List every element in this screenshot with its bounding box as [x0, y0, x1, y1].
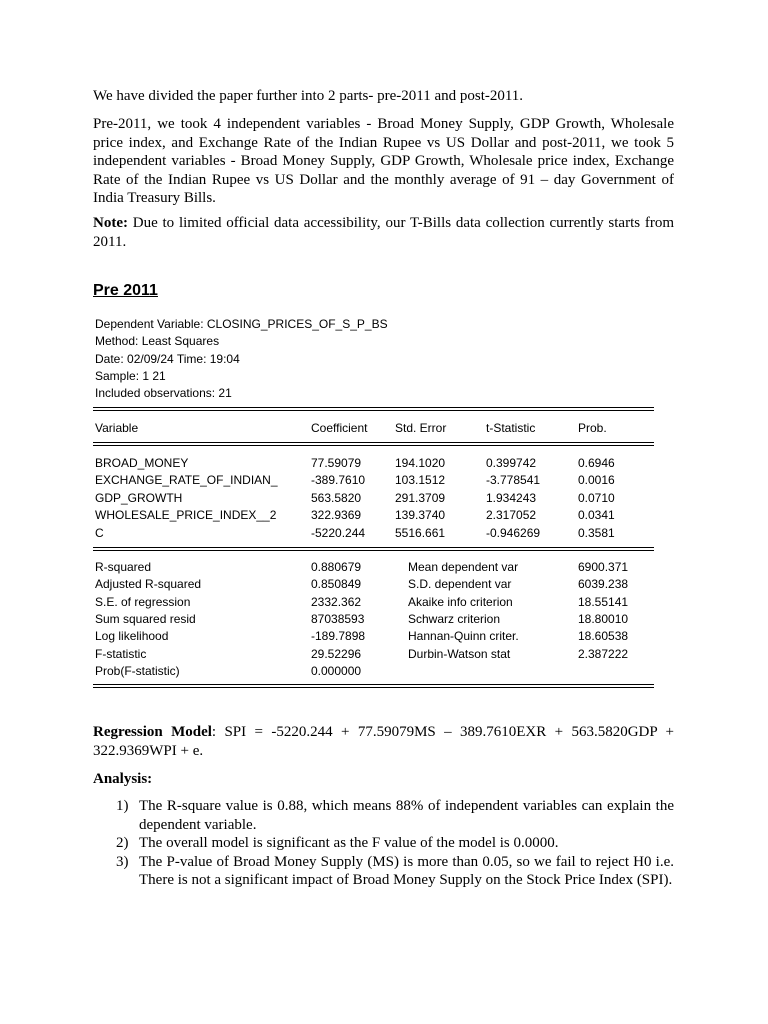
table-row: [93, 525, 654, 542]
table-rule-header-2: [93, 445, 654, 446]
stat-label: Durbin-Watson stat: [408, 647, 511, 661]
column-header: t-Statistic: [486, 421, 536, 435]
stat-label: Hannan-Quinn criter.: [408, 629, 519, 643]
note-text: Due to limited official data accessibility, our T-Bills data collection currently starts from 2011.: [93, 215, 674, 250]
variable-cell: EXCHANGE_RATE_OF_INDIAN_: [95, 473, 278, 487]
column-header: Variable: [95, 421, 139, 435]
stat-label: Schwarz criterion: [408, 612, 501, 626]
stats-row: [93, 663, 654, 680]
stat-label: Sum squared resid: [95, 612, 196, 626]
table-rule-top: [93, 407, 654, 408]
stat-value: 87038593: [311, 612, 365, 626]
t-statistic-cell: 2.317052: [486, 508, 537, 522]
list-number: 3): [116, 853, 129, 870]
stat-value: 0.880679: [311, 560, 362, 574]
stats-row: [93, 594, 654, 611]
prob-cell: 0.6946: [578, 456, 615, 470]
coefficient-cell: 563.5820: [311, 491, 362, 505]
std-error-cell: 139.3740: [395, 508, 446, 522]
analysis-title-paragraph: [93, 770, 674, 789]
t-statistic-cell: 1.934243: [486, 491, 537, 505]
std-error-cell: 5516.661: [395, 526, 446, 540]
dependent-variable-line: Dependent Variable: CLOSING_PRICES_OF_S_P_BS: [95, 317, 388, 331]
stat-value: 6039.238: [578, 577, 629, 591]
variable-cell: BROAD_MONEY: [95, 456, 189, 470]
stat-value: 18.60538: [578, 629, 629, 643]
list-item-text: The overall model is significant as the F value of the model is 0.0000.: [139, 835, 559, 851]
table-rule-middle-2: [93, 550, 654, 551]
variable-cell: C: [95, 526, 104, 540]
t-statistic-cell: -0.946269: [486, 526, 541, 540]
list-item-text: The R-square value is 0.88, which means 88% of independent variables can explain the dependent variable.: [139, 798, 674, 833]
table-row: [93, 507, 654, 524]
analysis-list-item: [93, 834, 674, 853]
sample-line: Sample: 1 21: [95, 369, 166, 383]
note-label: Note:: [93, 215, 128, 231]
stats-row: [93, 646, 654, 663]
t-statistic-cell: 0.399742: [486, 456, 537, 470]
table-rule-middle: [93, 547, 654, 548]
stat-value: 0.000000: [311, 664, 362, 678]
analysis-list: [93, 797, 674, 890]
table-rule-bottom-2: [93, 687, 654, 688]
stat-value: 18.55141: [578, 595, 629, 609]
stat-label: R-squared: [95, 560, 152, 574]
stats-row: [93, 576, 654, 593]
std-error-cell: 291.3709: [395, 491, 446, 505]
table-row: [93, 490, 654, 507]
std-error-cell: 194.1020: [395, 456, 446, 470]
stat-value: 29.52296: [311, 647, 362, 661]
prob-cell: 0.3581: [578, 526, 615, 540]
stat-value: 0.850849: [311, 577, 362, 591]
list-item-text: The P-value of Broad Money Supply (MS) is more than 0.05, so we fail to reject H0 i.e. There is not a significant impact of Broad Money Supply on the Stock Price Index (SPI).: [139, 853, 674, 888]
table-row: [93, 472, 654, 489]
stat-label: Akaike info criterion: [408, 595, 513, 609]
stat-label: S.D. dependent var: [408, 577, 512, 591]
column-header: Prob.: [578, 421, 607, 435]
stat-value: 2.387222: [578, 647, 629, 661]
table-rule-header: [93, 442, 654, 443]
stats-row: [93, 628, 654, 645]
stat-label: Adjusted R-squared: [95, 577, 202, 591]
section-title: Pre 2011: [93, 282, 158, 299]
method-line: Method: Least Squares: [95, 334, 220, 348]
table-header-row: [93, 420, 654, 437]
stat-label: Prob(F-statistic): [95, 664, 180, 678]
stat-label: F-statistic: [95, 647, 147, 661]
regression-model-equation: SPI = -5220.244 + 77.59079MS – 389.7610EXR + 563.5820GDP + 322.9369WPI + e.: [93, 724, 674, 759]
regression-model-label: Regression Model: [93, 724, 212, 740]
table-rule-top-2: [93, 410, 654, 411]
regression-model-paragraph: [93, 723, 674, 760]
variable-cell: WHOLESALE_PRICE_INDEX__2: [95, 508, 277, 522]
coefficient-cell: -389.7610: [311, 473, 366, 487]
stat-value: -189.7898: [311, 629, 366, 643]
column-header: Std. Error: [395, 421, 447, 435]
analysis-list-item: [93, 853, 674, 890]
stat-label: S.E. of regression: [95, 595, 191, 609]
list-number: 2): [116, 835, 129, 851]
stat-label: Mean dependent var: [408, 560, 519, 574]
intro-paragraph-variables: Pre-2011, we took 4 independent variables - Broad Money Supply, GDP Growth, Wholesale price index, and Exchange Rate of the Indian Rupee vs US Dollar and post-2011, we took 5 independent variables - Broad Money Supply, GDP Growth, Wholesale price index, Exchange Rate of the Indian Rupee vs US Dollar and the monthly average of 91 – day Government of India Treasury Bills.: [93, 116, 674, 206]
stats-row: [93, 559, 654, 576]
prob-cell: 0.0341: [578, 508, 615, 522]
variable-cell: GDP_GROWTH: [95, 491, 183, 505]
column-header: Coefficient: [311, 421, 368, 435]
stat-value: 18.80010: [578, 612, 629, 626]
analysis-list-item: [93, 797, 674, 834]
table-rule-bottom: [93, 684, 654, 685]
note-paragraph: [93, 214, 674, 251]
stat-value: 6900.371: [578, 560, 629, 574]
analysis-title: Analysis:: [93, 771, 153, 787]
table-row: [93, 455, 654, 472]
coefficient-cell: -5220.244: [311, 526, 366, 540]
std-error-cell: 103.1512: [395, 473, 446, 487]
stats-row: [93, 611, 654, 628]
coefficient-cell: 322.9369: [311, 508, 362, 522]
prob-cell: 0.0016: [578, 473, 615, 487]
date-line: Date: 02/09/24 Time: 19:04: [95, 352, 240, 366]
coefficient-cell: 77.59079: [311, 456, 362, 470]
intro-paragraph-parts: We have divided the paper further into 2 parts- pre-2011 and post-2011.: [93, 88, 524, 104]
regression-model-colon: :: [211, 724, 217, 740]
prob-cell: 0.0710: [578, 491, 615, 505]
stat-label: Log likelihood: [95, 629, 169, 643]
t-statistic-cell: -3.778541: [486, 473, 541, 487]
observations-line: Included observations: 21: [95, 386, 232, 400]
stat-value: 2332.362: [311, 595, 362, 609]
list-number: 1): [116, 798, 129, 814]
